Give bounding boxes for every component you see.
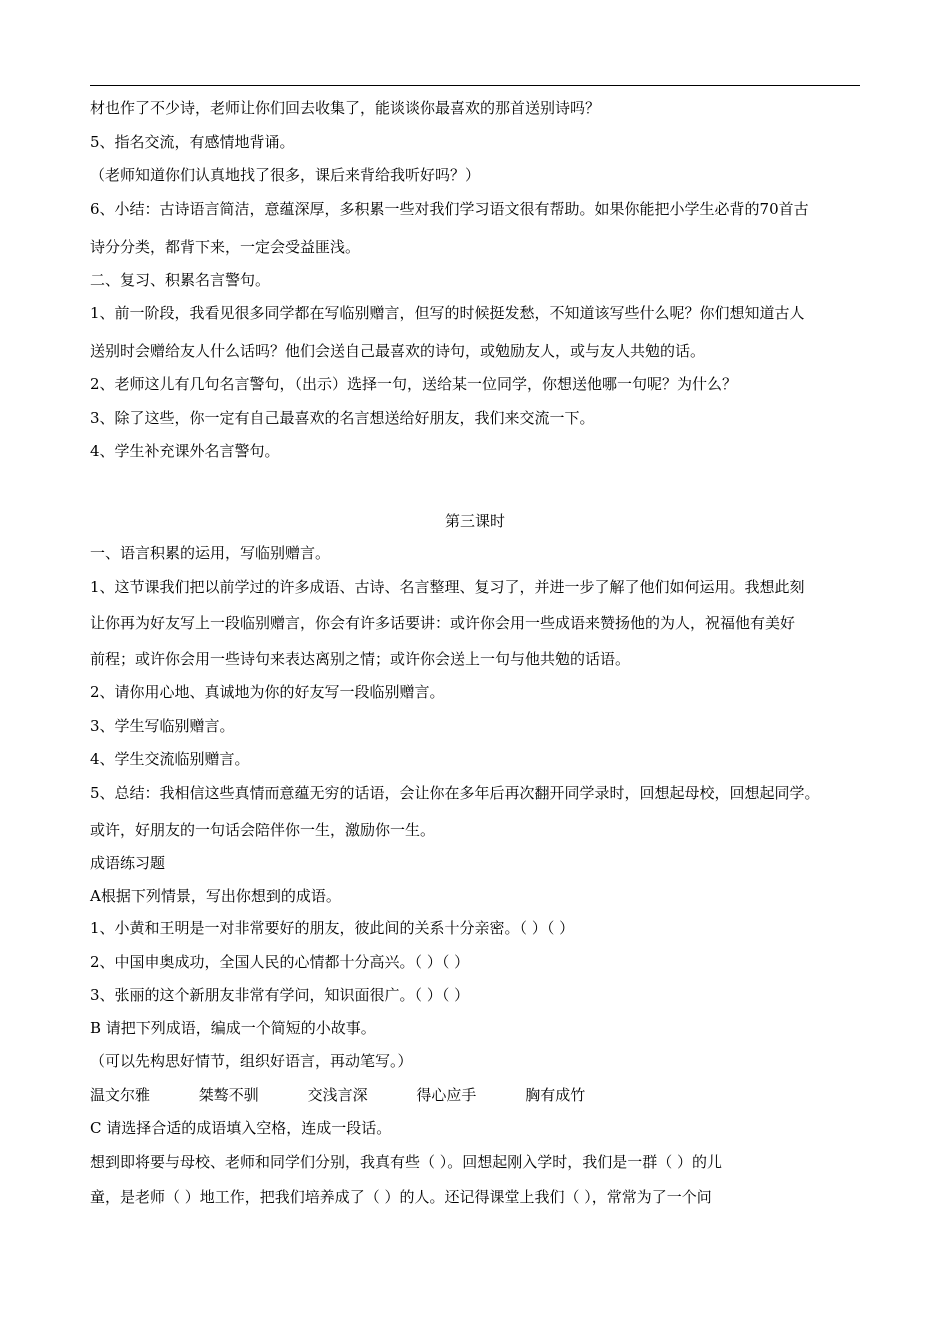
- exercise-heading: B 请把下列成语，编成一个简短的小故事。: [90, 1019, 376, 1037]
- text-line: （可以先构思好情节，组织好语言，再动笔写。）: [90, 1052, 413, 1070]
- header-rule: [90, 85, 860, 86]
- idiom: 桀骜不驯: [198, 1086, 259, 1104]
- text-line: 诗分分类，都背下来，一定会受益匪浅。: [90, 238, 361, 256]
- exercise-item: 1、小黄和王明是一对非常要好的朋友，彼此间的关系十分亲密。（ ）（ ）: [90, 919, 575, 937]
- text-line: 或许，好朋友的一句话会陪伴你一生，激励你一生。: [90, 821, 436, 839]
- text-line: 3、学生写临别赠言。: [90, 717, 235, 735]
- idiom: 得心应手: [416, 1086, 477, 1104]
- text-line: 6、小结：古诗语言简洁，意蕴深厚，多积累一些对我们学习语文很有帮助。如果你能把小学生必背的70首古: [90, 200, 809, 218]
- text-line: 让你再为好友写上一段临别赠言，你会有许多话要讲：或许你会用一些成语来赞扬他的为人，祝福他有美好: [90, 614, 796, 632]
- idiom: 胸有成竹: [525, 1086, 586, 1104]
- text-line: 5、指名交流，有感情地背诵。: [90, 133, 295, 151]
- text-line: 1、这节课我们把以前学过的许多成语、古诗、名言整理、复习了，并进一步了解了他们如何运用。我想此刻: [90, 578, 805, 596]
- exercise-item: 2、中国申奥成功，全国人民的心情都十分高兴。（ ）（ ）: [90, 953, 470, 971]
- text-line: 3、除了这些，你一定有自己最喜欢的名言想送给好朋友，我们来交流一下。: [90, 409, 595, 427]
- text-line: 送别时会赠给友人什么话吗？他们会送自己最喜欢的诗句，或勉励友人，或与友人共勉的话。: [90, 342, 706, 360]
- exercise-heading: A根据下列情景，写出你想到的成语。: [90, 887, 341, 905]
- section-heading: 一、语言积累的运用，写临别赠言。: [90, 544, 331, 562]
- text-line: 童，是老师（ ）地工作，把我们培养成了（ ）的人。还记得课堂上我们（ ），常常为了一个问: [90, 1188, 712, 1206]
- exercise-item: 3、张丽的这个新朋友非常有学问，知识面很广。（ ）（ ）: [90, 986, 470, 1004]
- text-line: 想到即将要与母校、老师和同学们分别，我真有些（ ）。回想起刚入学时，我们是一群（ ）的儿: [90, 1153, 723, 1171]
- text-line: 2、请你用心地、真诚地为你的好友写一段临别赠言。: [90, 683, 445, 701]
- idiom: 温文尔雅: [90, 1086, 151, 1104]
- text-line: 1、前一阶段，我看见很多同学都在写临别赠言，但写的时候挺发愁，不知道该写些什么呢？你们想知道古人: [90, 304, 805, 322]
- idiom-list: [90, 1085, 585, 1105]
- text-line: （老师知道你们认真地找了很多，课后来背给我听好吗？）: [90, 166, 481, 184]
- text-line: 前程；或许你会用一些诗句来表达离别之情；或许你会送上一句与他共勉的话语。: [90, 650, 631, 668]
- lesson-title: 第三课时: [444, 512, 505, 530]
- idiom: 交浅言深: [307, 1086, 368, 1104]
- section-heading: 二、复习、积累名言警句。: [90, 271, 271, 289]
- text-line: 5、总结：我相信这些真情而意蕴无穷的话语，会让你在多年后再次翻开同学录时，回想起母校，回想起同学。: [90, 784, 820, 802]
- exercise-title: 成语练习题: [90, 854, 166, 872]
- text-line: 材也作了不少诗，老师让你们回去收集了，能谈谈你最喜欢的那首送别诗吗？: [90, 99, 601, 117]
- text-line: 4、学生补充课外名言警句。: [90, 442, 280, 460]
- exercise-heading: C 请选择合适的成语填入空格，连成一段话。: [90, 1119, 392, 1137]
- text-line: 4、学生交流临别赠言。: [90, 750, 250, 768]
- text-line: 2、老师这儿有几句名言警句，（出示）选择一句，送给某一位同学，你想送他哪一句呢？为什么？: [90, 375, 738, 393]
